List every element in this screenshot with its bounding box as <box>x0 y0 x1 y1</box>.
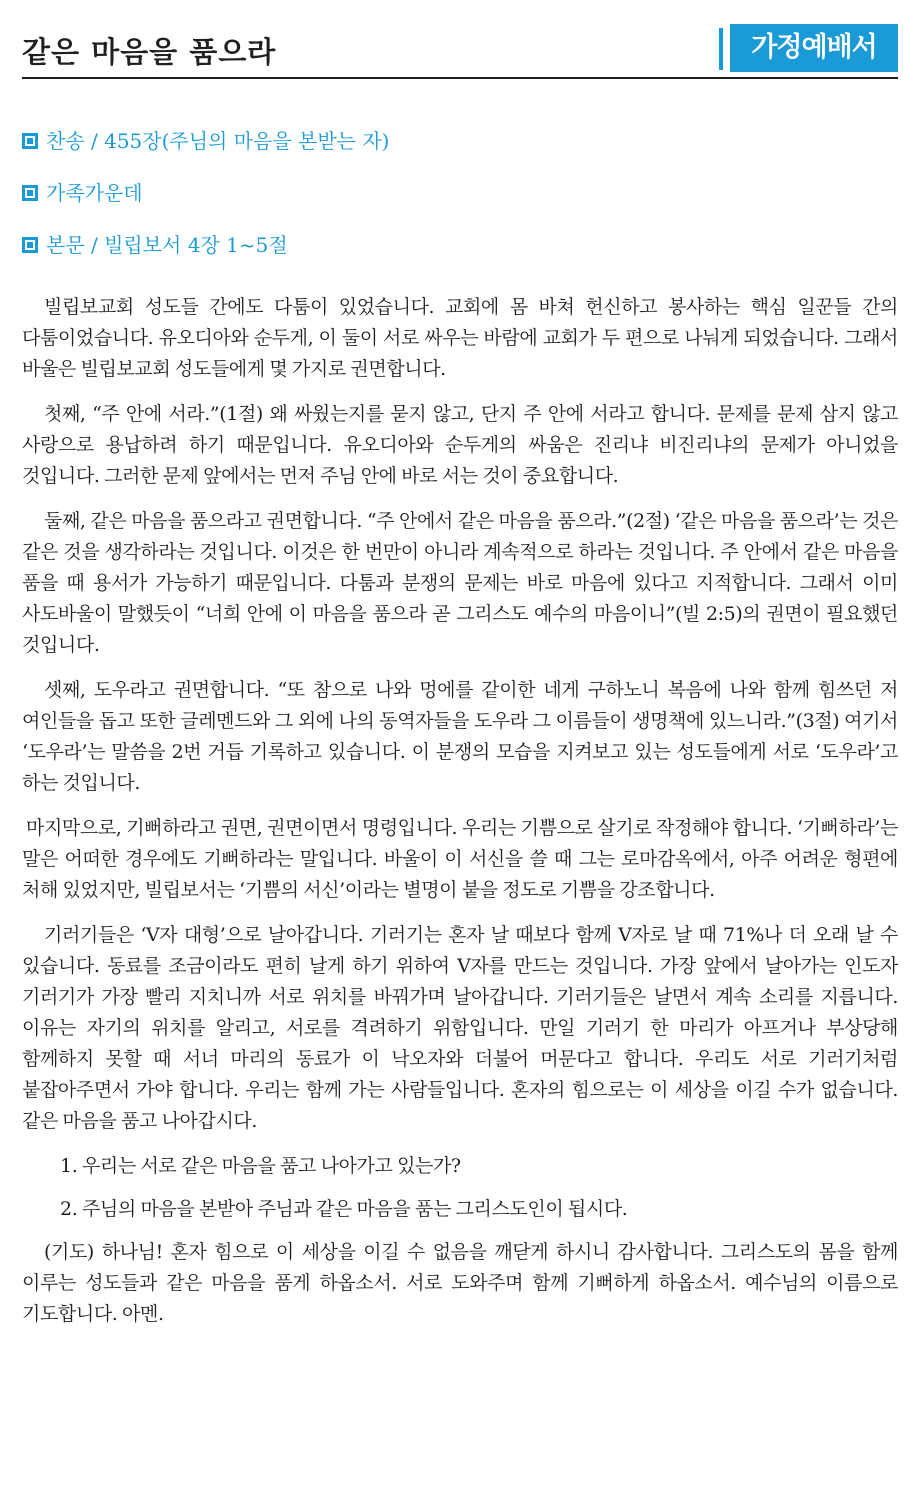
page-title: 같은 마음을 품으라 <box>22 35 277 69</box>
sermon-body <box>22 292 898 1344</box>
square-bullet-icon <box>22 133 38 149</box>
header-rule <box>22 77 898 79</box>
question-2: 2. 주님의 마음을 본받아 주님과 같은 마음을 품는 그리스도인이 됩시다. <box>60 1198 628 1220</box>
hymn-info <box>22 121 898 173</box>
paragraph-intro: 빌립보교회 성도들 간에도 다툼이 있었습니다. 교회에 몸 바쳐 헌신하고 봉사하는 핵심 일꾼들 간의 다툼이었습니다. 유오디아와 순두게, 이 둘이 서로 싸우는 바람에 교회가 두 편으로 나눠게 되었습니다. 그래서 바울은 빌립보교회 성도들에게 몇 가지로 권면합니다. <box>22 296 898 380</box>
question-1: 1. 우리는 서로 같은 마음을 품고 나아가고 있는가? <box>60 1155 461 1177</box>
paragraph-last: 마지막으로, 기뻐하라고 권면, 권면이면서 명령입니다. 우리는 기쁨으로 살기로 작정해야 합니다. ‘기뻐하라’는 말은 어떠한 경우에도 기뻐하라는 말입니다. 바울이 이 서신을 쓸 때 그는 로마감옥에서, 아주 어려운 형편에 처해 있었지만, 빌립보서는 ‘기쁨의 서신’이라는 별명이 붙을 정도로 기쁨을 강조합니다. <box>22 817 898 901</box>
badge-divider <box>719 28 723 70</box>
square-bullet-icon <box>22 237 38 253</box>
hymn-label: 찬송 / 455장(주님의 마음을 본받는 자) <box>46 129 390 153</box>
square-bullet-icon <box>22 185 38 201</box>
family-info <box>22 173 898 225</box>
scripture-label: 본문 / 빌립보서 4장 1~5절 <box>46 233 288 257</box>
family-label: 가족가운데 <box>46 181 143 205</box>
worship-info <box>22 121 898 277</box>
section-badge: 가정예배서 <box>730 24 898 72</box>
paragraph-geese: 기러기들은 ‘V자 대형’으로 날아갑니다. 기러기는 혼자 날 때보다 함께 V자로 날 때 71%나 더 오래 날 수 있습니다. 동료를 조금이라도 편히 날게 하기 위하여 V자를 만드는 것입니다. 가장 앞에서 날아가는 인도자 기러기가 가장 빨리 지치니까 서로 위치를 바꿔가며 날아갑니다. 기러기들은 날면서 계속 소리를 지릅니다. 이유는 자기의 위치를 알리고, 서로를 격려하기 위함입니다. 만일 기러기 한 마리가 아프거나 부상당해 함께하지 못할 때 서너 마리의 동료가 이 낙오자와 더불어 머문다고 합니다. 우리도 서로 기러기처럼 붙잡아주면서 가야 합니다. 우리는 함께 가는 사람들입니다. 혼자의 힘으로는 이 세상을 이길 수가 없습니다. 같은 마음을 품고 나아갑시다. <box>22 924 898 1132</box>
paragraph-second: 둘째, 같은 마음을 품으라고 권면합니다. “주 안에서 같은 마음을 품으라.”(2절) ‘같은 마음을 품으라’는 것은 같은 것을 생각하라는 것입니다. 이것은 한 번만이 아니라 계속적으로 하라는 것입니다. 주 안에서 같은 마음을 품을 때 용서가 가능하기 때문입니다. 다툼과 분쟁의 문제는 바로 마음에 있다고 지적합니다. 그래서 이미 사도바울이 말했듯이 “너희 안에 이 마음을 품으라 곧 그리스도 예수의 마음이니”(빌 2:5)의 권면이 필요했던 것입니다. <box>22 510 898 656</box>
page-header <box>22 22 898 74</box>
paragraph-third: 셋째, 도우라고 권면합니다. “또 참으로 나와 멍에를 같이한 네게 구하노니 복음에 나와 함께 힘쓰던 저 여인들을 돕고 또한 글레멘드와 그 외에 나의 동역자들을 도우라 그 이름들이 생명책에 있느니라.”(3절) 여기서 ‘도우라’는 말씀을 2번 거듭 기록하고 있습니다. 이 분쟁의 모습을 지켜보고 있는 성도들에게 서로 ‘도우라’고 하는 것입니다. <box>22 679 898 794</box>
paragraph-first: 첫째, “주 안에 서라.”(1절) 왜 싸웠는지를 묻지 않고, 단지 주 안에 서라고 합니다. 문제를 문제 삼지 않고 사랑으로 용납하려 하기 때문입니다. 유오디아와 순두게의 싸움은 진리냐 비진리냐의 문제가 아니었을 것입니다. 그러한 문제 앞에서는 먼저 주님 안에 바로 서는 것이 중요합니다. <box>22 403 898 487</box>
prayer: (기도) 하나님! 혼자 힘으로 이 세상을 이길 수 없음을 깨닫게 하시니 감사합니다. 그리스도의 몸을 함께 이루는 성도들과 같은 마음을 품게 하옵소서. 서로 도와주며 함께 기뻐하게 하옵소서. 예수님의 이름으로 기도합니다. 아멘. <box>22 1241 898 1325</box>
scripture-info <box>22 225 898 277</box>
